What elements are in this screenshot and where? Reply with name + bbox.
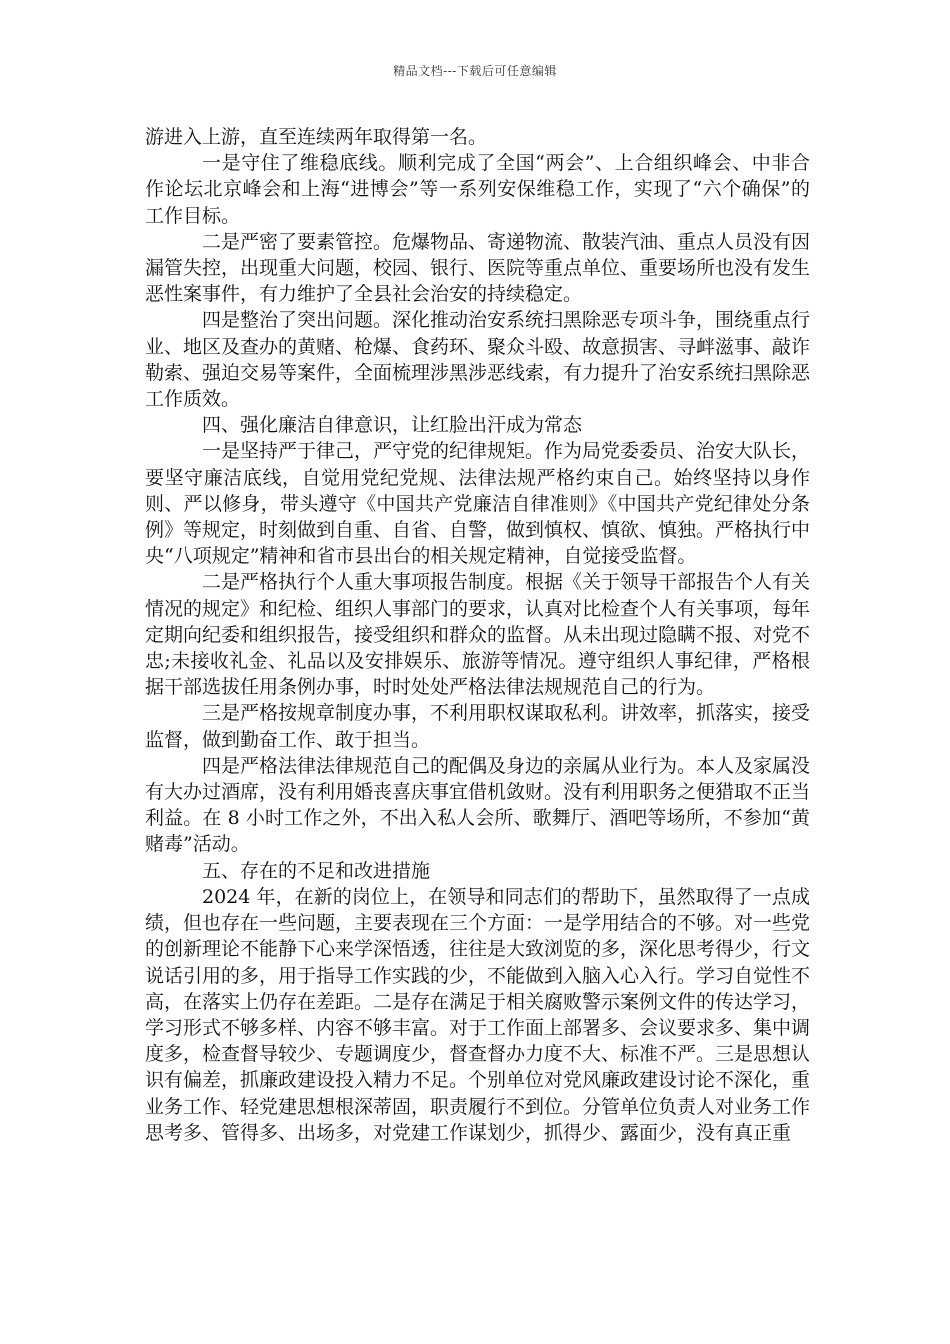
paragraph: 四是整治了突出问题。深化推动治安系统扫黑除恶专项斗争，围绕重点行业、地区及查办的黄赌、枪爆、食药环、聚众斗殴、故意损害、寻衅滋事、敲诈勒索、强迫交易等案件，全面梳理涉黑涉恶线索，有力提升了治安系统扫黑除恶工作质效。 (145, 309, 811, 411)
paragraph: 一是守住了维稳底线。顺利完成了全国“两会”、上合组织峰会、中非合作论坛北京峰会和上海“进博会”等一系列安保维稳工作，实现了“六个确保”的工作目标。 (145, 152, 810, 227)
paragraph: 二是严格执行个人重大事项报告制度。根据《关于领导干部报告个人有关情况的规定》和纪检、组织人事部门的要求，认真对比检查个人有关事项，每年定期向纪委和组织报告，接受组织和群众的监督。从未出现过隐瞒不报、对党不忠;未接收礼金、礼品以及安排娱乐、旅游等情况。遵守组织人事纪律，严格根据干部选拔任用条例办事，时时处处严格法律法规规范自己的行为。 (145, 571, 811, 699)
paragraph: 二是严密了要素管控。危爆物品、寄递物流、散装汽油、重点人员没有因漏管失控，出现重大问题，校园、银行、医院等重点单位、重要场所也没有发生恶性案事件，有力维护了全县社会治安的持续稳定。 (145, 230, 811, 306)
paragraph: 游进入上游，直至连续两年取得第一名。 (145, 126, 488, 148)
section-heading: 五、存在的不足和改进措施 (202, 859, 431, 882)
paragraph: 2024 年，在新的岗位上，在领导和同志们的帮助下，虽然取得了一点成绩，但也存在一些问题，主要表现在三个方面：一是学用结合的不够。对一些党的创新理论不能静下心来学深悟透，往往是大致浏览的多，深化思考得少，行文说话引用的多，用于指导工作实践的少，不能做到入脑入心入行。学习自觉性不高，在落实上仍存在差距。二是存在满足于相关腐败警示案例文件的传达学习，学习形式不够多样、内容不够丰富。对于工作面上部署多、会议要求多、集中调度多，检查督导较少、专题调度少，督查督办力度不大、标准不严。三是思想认识有偏差，抓廉政建设投入精力不足。个别单位对党风廉政建设讨论不深化，重业务工作、轻党建思想根深蒂固，职责履行不到位。分管单位负责人对业务工作思考多、管得多、出场多，对党建工作谋划少，抓得少、露面少，没有真正重 (145, 885, 811, 1144)
page-header: 精品文档---下载后可任意编辑 (393, 64, 557, 78)
document-body (145, 124, 810, 1146)
paragraph: 一是坚持严于律己，严守党的纪律规矩。作为局党委委员、治安大队长，要坚守廉洁底线，自觉用党纪党规、法律法规严格约束自己。始终坚持以身作则、严以修身，带头遵守《中国共产党廉洁自律准则》《中国共产党纪律处分条例》等规定，时刻做到自重、自省、自警，做到慎权、慎欲、慎独。严格执行中央“八项规定”精神和省市县出台的相关规定精神，自觉接受监督。 (145, 440, 811, 568)
section-heading: 四、强化廉洁自律意识，让红脸出汗成为常态 (202, 414, 583, 437)
paragraph: 四是严格法律法律规范自己的配偶及身边的亲属从业行为。本人及家属没有大办过酒席，没有利用婚丧喜庆事宜借机敛财。没有利用职务之便猎取不正当利益。在 8 小时工作之外，不出入私人会所、歌舞厅、酒吧等场所，不参加“黄赌毒”活动。 (145, 754, 811, 856)
paragraph: 三是严格按规章制度办事，不利用职权谋取私利。讲效率，抓落实，接受监督，做到勤奋工作、敢于担当。 (145, 702, 811, 751)
